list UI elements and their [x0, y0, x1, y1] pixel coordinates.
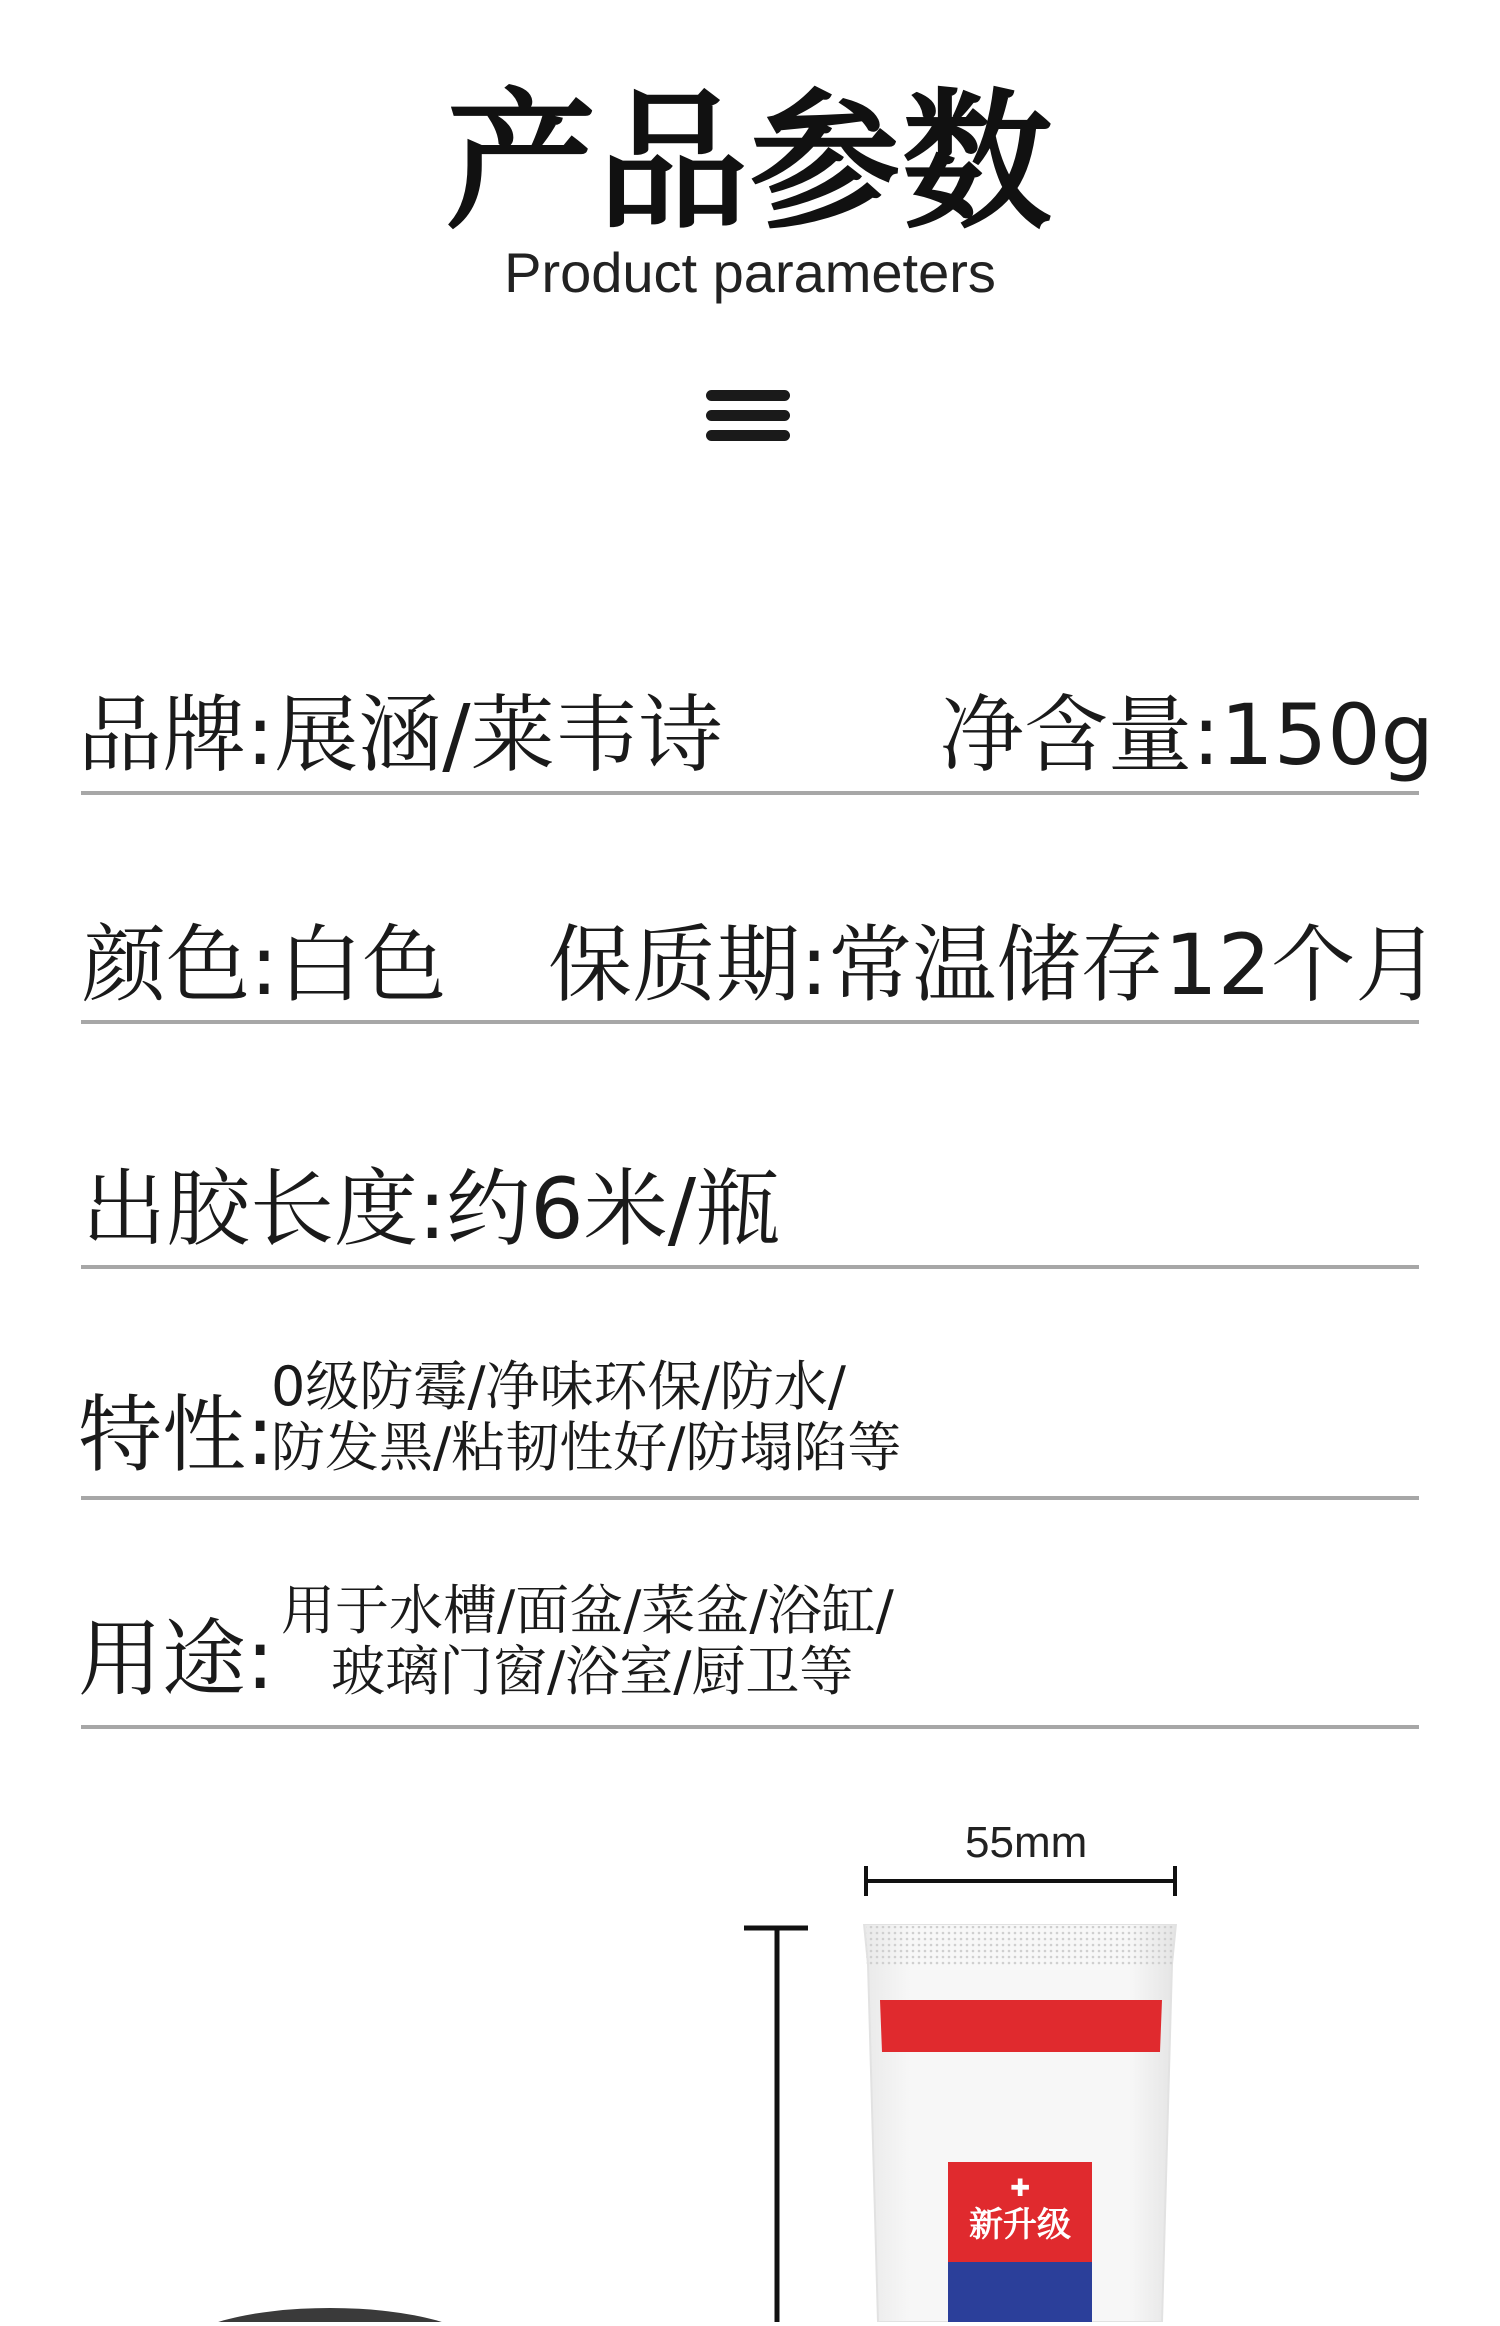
features-line-2: 防发黑/粘韧性好/防塌陷等	[271, 1416, 902, 1479]
svg-text:✚: ✚	[1009, 2174, 1031, 2202]
features-label: 特性:	[78, 1386, 275, 1484]
usage-line-1: 用于水槽/面盆/菜盆/浴缸/	[281, 1579, 894, 1642]
features-line-1: 0级防霉/净味环保/防水/	[271, 1355, 846, 1418]
page-title: 产品参数	[445, 76, 1054, 250]
param-glue-length: 出胶长度:约6米/瓶	[82, 1160, 781, 1258]
page-subtitle: Product parameters	[504, 241, 996, 304]
product-badge: 新升级	[969, 2205, 1071, 2245]
usage-line-2: 玻璃门窗/浴室/厨卫等	[331, 1640, 854, 1703]
param-shelf-life: 保质期:常温储存12个月	[548, 916, 1440, 1014]
param-net-weight: 净含量:150g	[940, 686, 1434, 784]
param-color: 颜色:白色	[82, 916, 447, 1014]
param-brand: 品牌:展涵/莱韦诗	[78, 686, 723, 784]
width-dimension-label: 55mm	[965, 1818, 1088, 1867]
product-tube-image	[862, 1924, 1178, 2322]
usage-label: 用途:	[78, 1610, 275, 1708]
